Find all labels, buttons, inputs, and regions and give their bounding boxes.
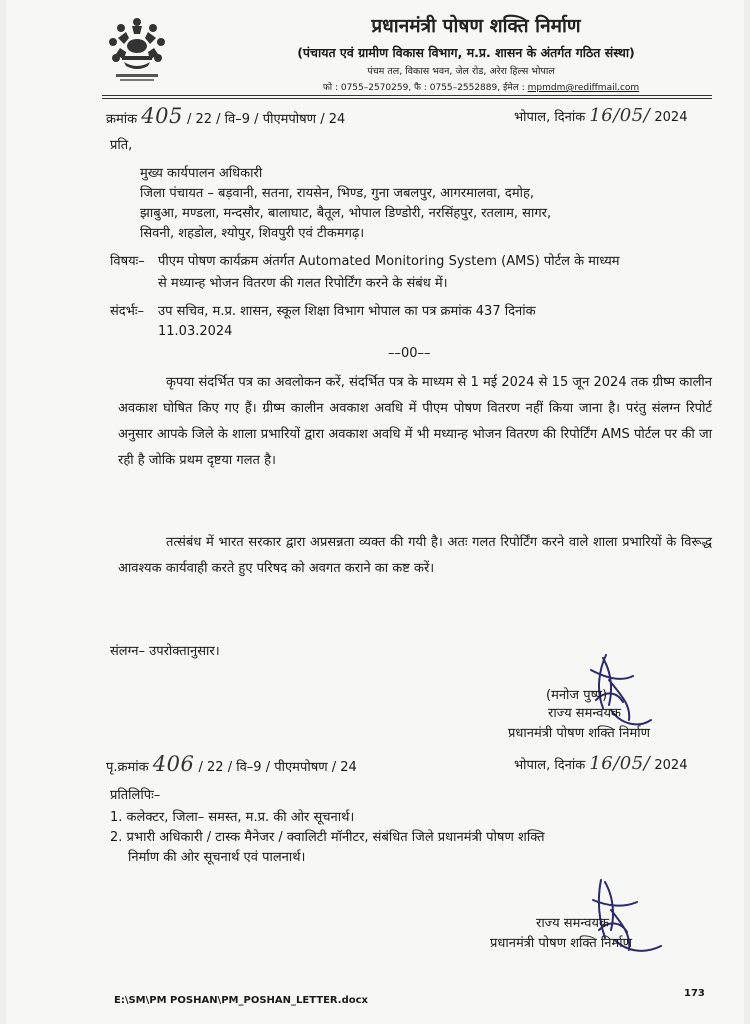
body-paragraph-2: तत्संबंध में भारत सरकार द्वारा अप्रसन्नता व्यक्त की गयी है। अतः गलत रिपोर्टिंग करने वाले शाला प्रभारियों के विरूद्ध आवश्यक कार्यवाही करते हुए परिषद को अवगत कराने का कष्ट करें। xyxy=(118,535,712,576)
date-handwritten: 16/05/ xyxy=(589,105,651,126)
ref-label: क्रमांक xyxy=(106,112,138,127)
header-rule xyxy=(102,95,712,96)
endorsement-ref-suffix: / 22 / वि–9 / पीएमपोषण / 24 xyxy=(198,760,357,775)
endorsement-number-line xyxy=(106,752,706,778)
endorsement-place-date-label: भोपाल, दिनांक xyxy=(514,758,586,773)
date-year: 2024 xyxy=(654,110,688,125)
org-subtitle: (पंचायत एवं ग्रामीण विकास विभाग, म.प्र. शासन के अंतर्गत गठित संस्था) xyxy=(297,45,635,60)
reference-line-2: 11.03.2024 xyxy=(158,324,233,339)
reference-label: संदर्भः– xyxy=(110,304,144,319)
recipient-line-1: जिला पंचायत – बड़वानी, सतना, रायसेन, भिण्ड, गुना जबलपुर, आगरमालवा, दमोह, xyxy=(140,186,535,201)
reference-number-line xyxy=(106,104,706,130)
signatory-org: प्रधानमंत्री पोषण शक्ति निर्माण xyxy=(508,726,651,741)
letter-page xyxy=(6,0,744,1024)
endorsement-ref-handwritten: 406 xyxy=(152,752,195,776)
pm-poshan-logo xyxy=(102,14,172,84)
subject-line-2: से मध्यान्ह भोजन वितरण की गलत रिपोर्टिंग करने के संबंध में। xyxy=(158,276,448,291)
copy-item-2-continued: निर्माण की ओर सूचनार्थ एवं पालनार्थ। xyxy=(128,850,306,865)
endorsement-ref-label: पृ.क्रमांक xyxy=(106,760,149,775)
recipient-title: मुख्य कार्यपालन अधिकारी xyxy=(140,166,263,181)
org-contact xyxy=(246,80,716,93)
separator: ––00–– xyxy=(388,346,431,361)
to-label: प्रति, xyxy=(110,138,133,153)
email-link[interactable]: mpmdm@rediffmail.com xyxy=(527,83,640,93)
header-rule-thin xyxy=(102,98,712,99)
body-paragraph-1: कृपया संदर्भित पत्र का अवलोकन करें, संदर्भित पत्र के माध्यम से 1 मई 2024 से 15 जून 2024 तक ग्रीष्म कालीन अवकाश घोषित किए गए हैं। ग्रीष्म कालीन अवकाश अवधि में पीएम पोषण वितरण नहीं किया जाना है। परंतु संलग्न रिपोर्ट अनुसार आपके जिले के शाला प्रभारियों द्वारा अवकाश अवधि में भी मध्यान्ह भोजन वितरण की रिपोर्टिंग AMS पोर्टल पर की जा रही है जोकि प्रथम दृष्टया गलत है। xyxy=(118,375,712,468)
org-address: पंचम तल, विकास भवन, जेल रोड, अरेरा हिल्स भोपाल xyxy=(367,66,555,77)
endorsement-signatory-org: प्रधानमंत्री पोषण शक्ति निर्माण xyxy=(490,936,633,951)
subject-line-1: पीएम पोषण कार्यक्रम अंतर्गत Automated Monitoring System (AMS) पोर्टल के माध्यम xyxy=(158,254,620,269)
place-date-label: भोपाल, दिनांक xyxy=(514,110,586,125)
reference-line-1: उप सचिव, म.प्र. शासन, स्कूल शिक्षा विभाग भोपाल का पत्र क्रमांक 437 दिनांक xyxy=(158,304,536,319)
copy-item-2: 2. प्रभारी अधिकारी / टास्क मैनेजर / क्वालिटी मॉनीटर, संबंधित जिले प्रधानमंत्री पोषण शक्ति xyxy=(110,830,545,845)
contact-numbers: फो : 0755–2570259, फै : 0755–2552889, ईमेल : xyxy=(322,83,525,93)
page-number: 173 xyxy=(684,988,705,999)
org-name: प्रधानमंत्री पोषण शक्ति निर्माण xyxy=(371,15,581,37)
subject-label: विषयः– xyxy=(110,254,145,269)
enclosure: संलग्न– उपरोक्तानुसार। xyxy=(110,644,220,659)
file-path: E:\SM\PM POSHAN\PM_POSHAN_LETTER.docx xyxy=(114,995,368,1006)
recipient-line-3: सिवनी, शहडोल, श्योपुर, शिवपुरी एवं टीकमगढ़। xyxy=(140,226,365,241)
signatory-name: (मनोज पुष्प) xyxy=(546,688,608,703)
ref-handwritten-number: 405 xyxy=(141,104,183,128)
recipient-line-2: झाबुआ, मण्डला, मन्दसौर, बालाघाट, बैतूल, भोपाल डिण्डोरी, नरसिंहपुर, रतलाम, सागर, xyxy=(140,206,552,221)
ref-suffix: / 22 / वि–9 / पीएमपोषण / 24 xyxy=(186,112,346,127)
endorsement-signatory-designation: राज्य समन्वयक xyxy=(536,916,609,931)
endorsement-date-year: 2024 xyxy=(654,758,688,773)
copy-item-1: 1. कलेक्टर, जिला– समस्त, म.प्र. की ओर सूचनार्थ। xyxy=(110,810,355,825)
copy-label: प्रतिलिपिः– xyxy=(110,788,161,803)
signatory-designation: राज्य समन्वयक xyxy=(548,706,621,721)
endorsement-date-handwritten: 16/05/ xyxy=(589,753,651,774)
